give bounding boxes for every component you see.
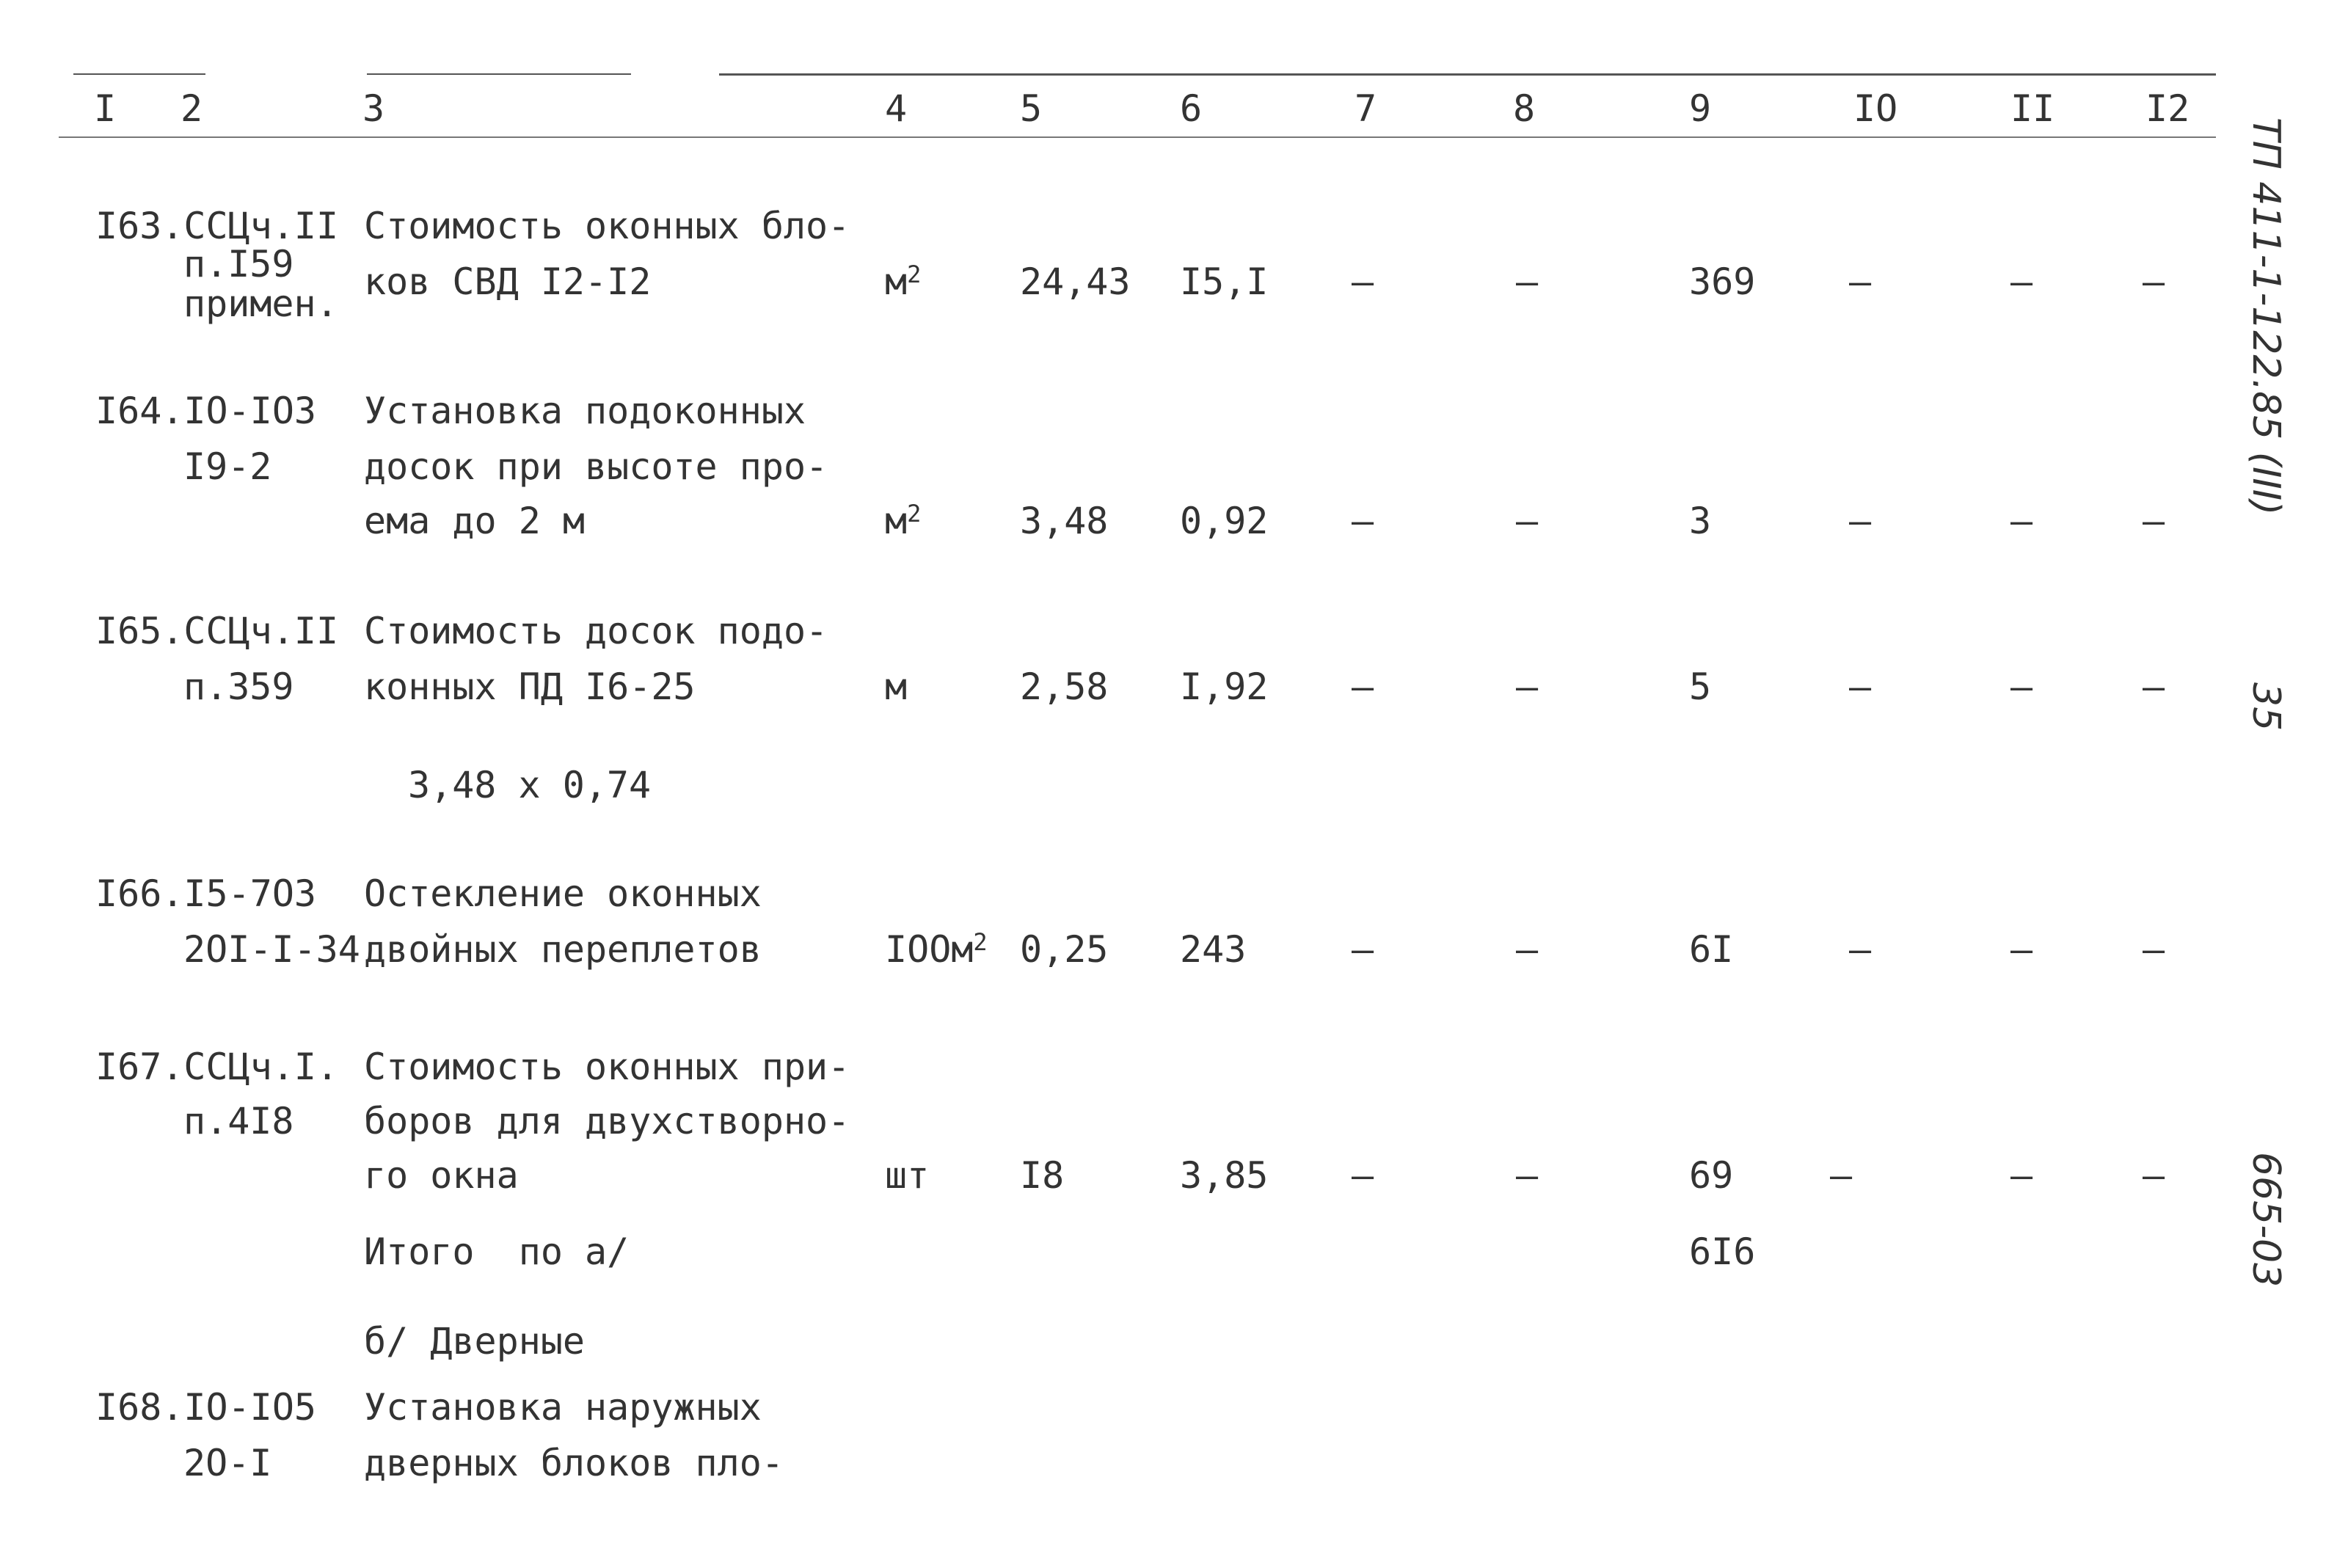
row-code: примен. — [183, 282, 338, 325]
col-header-9: 9 — [1689, 87, 1712, 130]
row-number: I68.IO-IO5 — [95, 1386, 317, 1429]
row-description: Стоимость оконных бло- — [364, 205, 850, 247]
row-unit: м — [885, 666, 908, 708]
row-col7: – — [1352, 500, 1374, 542]
row-col11: – — [2010, 1154, 2033, 1197]
row-description: ема до 2 м — [364, 500, 586, 542]
row-description: го окна — [364, 1154, 519, 1197]
sheet-code: 665-03 — [2244, 1152, 2288, 1288]
row-quantity: 0,25 — [1020, 928, 1109, 971]
row-col8: – — [1516, 260, 1539, 303]
doc-code-stamp: ТП 411-1-122.85 (III) — [2244, 117, 2288, 516]
row-code: п.4I8 — [183, 1100, 294, 1142]
col-header-3: 3 — [362, 87, 385, 130]
row-col11: – — [2010, 500, 2033, 542]
row-total: 369 — [1689, 260, 1756, 303]
subtotal-label: Итого по а/ — [364, 1230, 630, 1273]
row-col12: – — [2143, 666, 2165, 708]
col-header-7: 7 — [1355, 87, 1377, 130]
row-description: конных ПД I6-25 — [364, 666, 696, 708]
row-col7: – — [1352, 1154, 1374, 1197]
row-total: 3 — [1689, 500, 1712, 542]
col-header-5: 5 — [1020, 87, 1043, 130]
row-col7: – — [1352, 928, 1374, 971]
row-col7: – — [1352, 666, 1374, 708]
row-number: I64.IO-IO3 — [95, 390, 317, 432]
row-number: I66.I5-7O3 — [95, 872, 317, 915]
row-code: 2O-I — [183, 1442, 272, 1484]
col-header-6: 6 — [1180, 87, 1203, 130]
row-description: дверных блоков пло- — [364, 1442, 784, 1484]
row-description: Стоимость досок подо- — [364, 610, 828, 652]
col-header-8: 8 — [1513, 87, 1536, 130]
row-description: Установка наружных — [364, 1386, 762, 1429]
row-quantity: I8 — [1020, 1154, 1065, 1197]
row-description: боров для двухстворно- — [364, 1100, 850, 1142]
row-description: Остекление оконных — [364, 872, 762, 915]
col-header-10: IO — [1853, 87, 1898, 130]
row-code: п.I59 — [183, 243, 294, 285]
row-col12: – — [2143, 500, 2165, 542]
row-description: двойных переплетов — [364, 928, 762, 971]
top-rule-mid — [367, 73, 631, 75]
row-col12: – — [2143, 260, 2165, 303]
row-quantity: 2,58 — [1020, 666, 1109, 708]
page-number: 35 — [2244, 682, 2288, 732]
row-col10: – — [1849, 666, 1872, 708]
row-total: 6I — [1689, 928, 1734, 971]
row-code: п.359 — [183, 666, 294, 708]
row-price: I5,I — [1180, 260, 1269, 303]
row-col10: – — [1849, 928, 1872, 971]
top-rule-right — [719, 73, 2216, 76]
row-code: I9-2 — [183, 445, 272, 488]
row-quantity: 3,48 — [1020, 500, 1109, 542]
col-header-2: 2 — [181, 87, 203, 130]
header-underline — [59, 136, 2216, 138]
row-price: 0,92 — [1180, 500, 1269, 542]
row-price: 243 — [1180, 928, 1247, 971]
row-unit: $м^2$ — [885, 260, 922, 303]
row-price: 3,85 — [1180, 1154, 1269, 1197]
row-col10: – — [1849, 500, 1872, 542]
row-description: Стоимость оконных при- — [364, 1046, 850, 1088]
subtotal-value: 6I6 — [1689, 1230, 1756, 1273]
row-total: 5 — [1689, 666, 1712, 708]
row-unit: шт — [885, 1154, 930, 1197]
col-header-4: 4 — [885, 87, 908, 130]
row-description: досок при высоте про- — [364, 445, 828, 488]
top-rule-left — [73, 73, 205, 75]
row-col8: – — [1516, 666, 1539, 708]
row-col8: – — [1516, 1154, 1539, 1197]
row-col12: – — [2143, 928, 2165, 971]
row-unit: IOOм$^2$ — [885, 928, 988, 971]
row-col10: – — [1830, 1154, 1853, 1197]
row-col10: – — [1849, 260, 1872, 303]
section-heading: б/ Дверные — [364, 1320, 586, 1363]
row-col11: – — [2010, 666, 2033, 708]
row-price: I,92 — [1180, 666, 1269, 708]
row-description: ков СВД I2-I2 — [364, 260, 652, 303]
col-header-11: II — [2010, 87, 2055, 130]
row-col8: – — [1516, 928, 1539, 971]
row-col7: – — [1352, 260, 1374, 303]
row-calculation: 3,48 x 0,74 — [408, 764, 652, 806]
row-number: I67.ССЦч.I. — [95, 1046, 339, 1088]
row-code: 2OI-I-34 — [183, 928, 360, 971]
row-quantity: 24,43 — [1020, 260, 1131, 303]
row-number: I65.ССЦч.II — [95, 610, 339, 652]
col-header-1: I — [94, 87, 117, 130]
row-total: 69 — [1689, 1154, 1734, 1197]
col-header-12: I2 — [2145, 87, 2190, 130]
row-unit: $м^2$ — [885, 500, 922, 542]
row-number: I63.ССЦч.II — [95, 205, 339, 247]
row-col11: – — [2010, 928, 2033, 971]
row-col11: – — [2010, 260, 2033, 303]
row-col8: – — [1516, 500, 1539, 542]
row-description: Установка подоконных — [364, 390, 806, 432]
row-col12: – — [2143, 1154, 2165, 1197]
